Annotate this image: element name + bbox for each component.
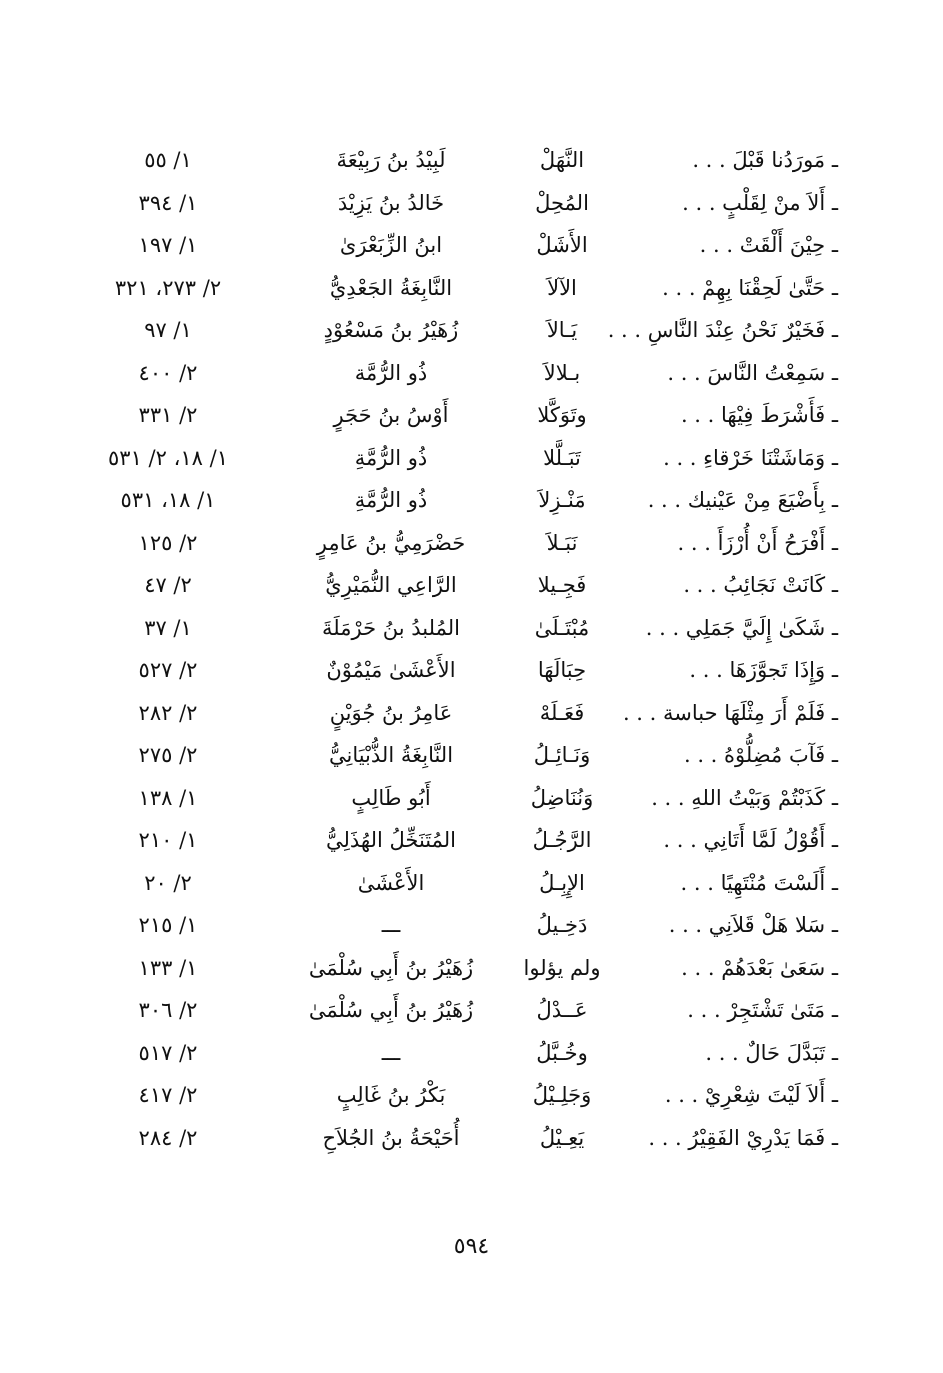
poet-name: عَامِرُ بنُ جُوَيْنٍ bbox=[329, 700, 453, 725]
volume-page-reference: ١/ ٣٧ bbox=[144, 615, 192, 640]
table-row bbox=[0, 395, 943, 435]
rhyme-word: مُبْتَـلَىٰ bbox=[534, 615, 590, 640]
verse-opening: ـ فَآبَ مُضِلُّوْهُ . . . bbox=[683, 743, 838, 767]
rhyme-word: يَعِـيْلُ bbox=[539, 1125, 585, 1150]
poet-name: زُهَيْرُ بنُ أَبِي سُلْمَىٰ bbox=[308, 955, 474, 980]
volume-page-reference: ١/ ١٣٣ bbox=[138, 955, 198, 980]
volume-page-reference: ٢/ ٢٧٥ bbox=[138, 743, 198, 767]
rhyme-word: وتَوَكَّلا bbox=[537, 403, 587, 427]
table-row bbox=[0, 1118, 943, 1158]
poet-name: الرَّاعِي النُّمَيْرِيُّ bbox=[325, 573, 457, 597]
volume-page-reference: ١/ ١٨، ٥٣١ bbox=[120, 488, 216, 512]
poet-name: النَّابِغَةُ الذُّبْيَانِيُّ bbox=[328, 743, 454, 767]
volume-page-reference: ١/ ٩٧ bbox=[144, 318, 192, 342]
table-row bbox=[0, 523, 943, 563]
verse-opening: ـ مَورَدُنا قَبْلَ . . . bbox=[692, 148, 838, 172]
poet-name: زُهَيْرُ بنُ أَبِي سُلْمَىٰ bbox=[308, 998, 474, 1022]
verse-opening: ـ فَأَشْرَطَ فِيْهَا . . . bbox=[680, 403, 838, 427]
rhyme-word: الآلاَ bbox=[547, 275, 577, 300]
rhyme-word: تَبَـلَّلا bbox=[543, 445, 581, 470]
verse-opening: ـ فَلَمْ أَرَ مِثْلَهَا حباسة . . . bbox=[622, 700, 838, 725]
poet-name: ذُو الرُّمَّة bbox=[354, 360, 428, 385]
poet-name: الأَعْشَىٰ bbox=[357, 870, 425, 895]
rhyme-word: وَجَلِـيْلُ bbox=[532, 1083, 592, 1107]
table-row bbox=[0, 820, 943, 860]
table-row bbox=[0, 183, 943, 223]
table-row bbox=[0, 778, 943, 818]
table-row bbox=[0, 905, 943, 945]
volume-page-reference: ١/ ٣٩٤ bbox=[138, 190, 198, 215]
verse-opening: ـ فَمَا يَدْرِيْ الفَقِيْرُ . . . bbox=[648, 1125, 838, 1150]
verse-opening: ـ أَقُوْلُ لَمَّا أَتَانِي . . . bbox=[663, 828, 838, 852]
table-row bbox=[0, 948, 943, 988]
volume-page-reference: ٢/ ٥٢٧ bbox=[138, 658, 198, 682]
poet-name: زُهَيْرُ بنُ مَسْعُوْدٍ bbox=[323, 318, 459, 342]
verse-opening: ـ مَتَىٰ تَشْتَجِرْ . . . bbox=[687, 998, 838, 1022]
verse-opening: ـ كَذَبْتُمْ وَبَيْتُ اللهِ . . . bbox=[651, 785, 838, 810]
volume-page-reference: ١/ ٢١٠ bbox=[138, 828, 198, 852]
page-number: ٥٩٤ bbox=[453, 1234, 490, 1259]
volume-page-reference: ٢/ ٣٣١ bbox=[138, 403, 198, 427]
table-row bbox=[0, 225, 943, 265]
table-row bbox=[0, 863, 943, 903]
rhyme-word: وَنُنَاضِلُ bbox=[530, 785, 594, 810]
poet-name: لَبِيْدُ بنُ رَبِيْعَةَ bbox=[336, 148, 446, 172]
poet-name: الأَعْشَىٰ مَيْمُوْنٌ bbox=[326, 658, 456, 682]
verse-opening: ـ فَخَيْرٌ نَحْنُ عِنْدَ النَّاسِ . . . bbox=[607, 318, 838, 342]
volume-page-reference: ٢/ ٢٧٣، ٣٢١ bbox=[114, 275, 222, 300]
volume-page-reference: ١/ ١٩٧ bbox=[138, 233, 198, 257]
verse-opening: ـ حَتَّىٰ لَحِقْنَا بِهِمْ . . . bbox=[662, 275, 838, 300]
rhyme-word: وخُـبَّلُ bbox=[536, 1040, 588, 1065]
rhyme-word: نَبَـلاَ bbox=[546, 530, 578, 555]
table-row bbox=[0, 608, 943, 648]
poet-name: أَبُو طَالِبٍ bbox=[351, 785, 431, 810]
table-row bbox=[0, 735, 943, 775]
rhyme-word: الإِبِـلُ bbox=[539, 870, 585, 895]
verse-opening: ـ أَفْرَحُ أَنْ أُرْزَأَ . . . bbox=[677, 530, 838, 555]
verse-opening: ـ سَمِعْتُ النَّاسَ . . . bbox=[667, 360, 838, 385]
poet-name: أَوْسُ بنُ حَجَرٍ bbox=[333, 403, 449, 427]
rhyme-word: دَخِـيلُ bbox=[536, 913, 588, 937]
table-row bbox=[0, 438, 943, 478]
table-row bbox=[0, 1033, 943, 1073]
verse-opening: ـ أَلاَ منْ لِقَلْبٍ . . . bbox=[682, 190, 838, 215]
poet-name: المُتَنَخِّلُ الهُذَلِيُّ bbox=[325, 828, 457, 852]
table-row bbox=[0, 990, 943, 1030]
rhyme-word: مَنْـزِلاَ bbox=[538, 488, 586, 512]
table-row bbox=[0, 353, 943, 393]
rhyme-word: فَجِـيلا bbox=[537, 573, 587, 597]
poet-name: بَكْرُ بنُ غَالِبٍ bbox=[336, 1083, 446, 1107]
volume-page-reference: ٢/ ٤٠٠ bbox=[138, 360, 198, 385]
rhyme-word: حِبَالَهَا bbox=[537, 658, 587, 682]
rhyme-word: النَّهَلْ bbox=[539, 148, 585, 172]
rhyme-word: يَـالاَ bbox=[546, 318, 578, 342]
verse-opening: ـ كَانَتْ نَجَائِبُ . . . bbox=[683, 573, 838, 597]
poet-name: خَالدُ بنُ يَزِيْدَ bbox=[337, 190, 445, 215]
poet-name: ذُو الرُّمَّةِ bbox=[354, 445, 428, 470]
volume-page-reference: ٢/ ٢٨٤ bbox=[138, 1125, 198, 1150]
poet-name: النَّابِغَةُ الجَعْدِيُّ bbox=[329, 275, 453, 300]
rhyme-word: عَــدْلُ bbox=[536, 998, 588, 1022]
poet-name: ـــ bbox=[381, 913, 401, 937]
volume-page-reference: ١/ ٢١٥ bbox=[138, 913, 198, 937]
rhyme-word: فَعَـلَهْ bbox=[539, 700, 585, 725]
volume-page-reference: ٢/ ٤١٧ bbox=[138, 1083, 198, 1107]
volume-page-reference: ١/ ١٨، ٢/ ٥٣١ bbox=[108, 445, 228, 470]
volume-page-reference: ٢/ ٣٠٦ bbox=[138, 998, 198, 1022]
poet-name: ـــ bbox=[381, 1040, 401, 1065]
table-row bbox=[0, 268, 943, 308]
volume-page-reference: ٢/ ٤٧ bbox=[144, 573, 192, 597]
verse-opening: ـ وَمَاشَتْنَا خَرْقاءِ . . . bbox=[663, 445, 838, 470]
volume-page-reference: ٢/ ٢٨٢ bbox=[138, 700, 198, 725]
volume-page-reference: ٢/ ١٢٥ bbox=[138, 530, 198, 555]
table-row bbox=[0, 693, 943, 733]
table-row bbox=[0, 310, 943, 350]
poet-name: المُلبدُ بنُ حَرْمَلَةَ bbox=[322, 615, 460, 640]
verse-opening: ـ أَلاَ لَيْتَ شِعْرِيْ . . . bbox=[664, 1083, 838, 1107]
rhyme-word: المُحِلْ bbox=[535, 190, 589, 215]
verse-opening: ـ حِيْنَ أَلْقَتْ . . . bbox=[699, 233, 838, 257]
verse-opening: ـ بِأَضْيَعَ مِنْ عَيْنيك . . . bbox=[647, 488, 838, 512]
poet-name: ابنُ الزِّبَعْرَىٰ bbox=[339, 233, 443, 257]
poet-name: ذُو الرُّمَّةِ bbox=[354, 488, 428, 512]
volume-page-reference: ٢/ ٥١٧ bbox=[138, 1040, 198, 1065]
rhyme-word: بـلالاَ bbox=[543, 360, 581, 385]
table-row bbox=[0, 650, 943, 690]
verse-opening: ـ تَبَدَّلَ حَالٌ . . . bbox=[705, 1040, 838, 1065]
volume-page-reference: ١/ ٥٥ bbox=[144, 148, 192, 172]
verse-opening: ـ أَلَسْتَ مُنْتَهِيًا . . . bbox=[680, 870, 838, 895]
table-row bbox=[0, 565, 943, 605]
rhyme-word: الرَّجُـلُ bbox=[532, 828, 592, 852]
volume-page-reference: ١/ ١٣٨ bbox=[138, 785, 198, 810]
volume-page-reference: ٢/ ٢٠ bbox=[144, 870, 192, 895]
table-row bbox=[0, 1075, 943, 1115]
poet-name: حَضْرَمِيُّ بنُ عَامِرٍ bbox=[316, 530, 466, 555]
table-row bbox=[0, 140, 943, 180]
rhyme-word: الأَشَلْ bbox=[536, 233, 588, 257]
rhyme-word: ولم يؤلوا bbox=[523, 955, 601, 980]
verse-opening: ـ سَلا هَلْ قَلاَنِي . . . bbox=[668, 913, 838, 937]
rhyme-word: وَنَـائِـلُ bbox=[533, 743, 591, 767]
verse-opening: ـ سَعَىٰ بَعْدَهُمْ . . . bbox=[681, 955, 838, 980]
verse-opening: ـ شَكَىٰ إِلَيَّ جَمَلِي . . . bbox=[645, 615, 838, 640]
table-row bbox=[0, 480, 943, 520]
poet-name: أُحَيْحَةُ بنُ الجُلاَحِ bbox=[322, 1125, 460, 1150]
verse-opening: ـ وَإِذَا تَجوَّزَهَا . . . bbox=[689, 658, 838, 682]
